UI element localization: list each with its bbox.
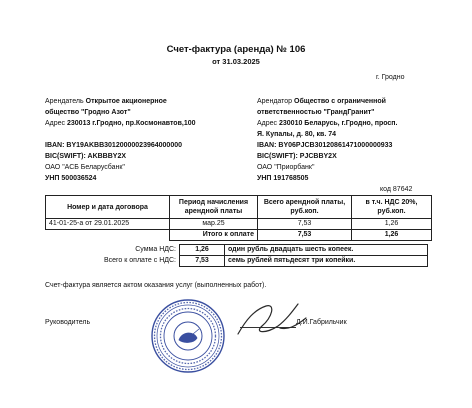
lessor-unp-label: УНП: [257, 175, 272, 182]
total-sum: 7,53: [258, 230, 352, 241]
header-vat: в т.ч. НДС 20%, руб.коп.: [352, 196, 432, 219]
lessor-name: Общество с ограниченной: [294, 98, 386, 105]
lessee-unp-label: УНП: [45, 175, 60, 182]
lessor-iban-label: IBAN:: [257, 142, 277, 149]
document-date: от 31.03.2025: [212, 57, 260, 66]
table-row: [46, 219, 432, 230]
lessor-addr-label: Адрес: [257, 120, 278, 127]
header-total-rent: Всего арендной платы, руб.коп.: [258, 196, 352, 219]
sum-value: 7,53: [180, 256, 225, 267]
vat-label: Сумма НДС:: [135, 246, 176, 253]
sum-row: [45, 256, 428, 267]
lessee-name: Открытое акционерное: [85, 98, 167, 105]
lessee-label: Арендатель: [45, 98, 84, 105]
vat-value: 1,26: [180, 245, 225, 256]
lessor-block: [257, 96, 457, 140]
lessor-label: Арендатор: [257, 98, 293, 105]
lessor-name-2: ответственностью "ГрандГранит": [257, 109, 375, 116]
lessee-unp: 500036524: [61, 175, 97, 182]
sum-words: семь рублей пятьдесят три копейки.: [225, 256, 428, 267]
cell-total: 7,53: [258, 219, 352, 230]
lessee-bank-block: [45, 140, 245, 184]
lessee-bank: ОАО "АСБ Беларусбанк": [45, 164, 125, 171]
signature-scribble: [232, 296, 312, 344]
lessee-block: [45, 96, 245, 129]
cell-period: мар.25: [170, 219, 258, 230]
lessee-bic: AKBBBY2X: [87, 153, 127, 160]
lessor-iban: BY06PJCB30120861471000000933: [278, 142, 393, 149]
lessor-unp: 191768505: [273, 175, 309, 182]
header-period: Период начисления арендной платы: [170, 196, 258, 219]
lessor-address-2: Я. Купалы, д. 80, кв. 74: [257, 131, 337, 138]
company-seal: [150, 298, 226, 374]
total-label: Итого к оплате: [170, 230, 258, 241]
lessor-bank: ОАО "Приорбанк": [257, 164, 315, 171]
vat-words: один рубль двадцать шесть копеек.: [225, 245, 428, 256]
lessee-address: 230013 г.Гродно, пр.Космонавтов,100: [67, 120, 196, 127]
lessor-bank-block: [257, 140, 457, 184]
totals-block: [45, 244, 428, 267]
lessee-addr-label: Адрес: [45, 120, 66, 127]
act-note: Счет-фактура является актом оказания услуг (выполненных работ).: [45, 282, 267, 289]
header-contract: Номер и дата договора: [46, 196, 170, 219]
city: г. Гродно: [376, 74, 405, 81]
document-code: код 87642: [380, 186, 413, 193]
lessee-iban-label: IBAN:: [45, 142, 65, 149]
lessee-bic-label: BIC(SWIFT):: [45, 153, 86, 160]
lessor-bic-label: BIC(SWIFT):: [257, 153, 298, 160]
lessor-bic: PJCBBY2X: [299, 153, 337, 160]
vat-row: [45, 245, 428, 256]
invoice-table: [45, 195, 432, 241]
total-vat: 1,26: [352, 230, 432, 241]
signer-role: Руководитель: [45, 319, 91, 326]
lessor-address: 230010 Беларусь, г.Гродно, просп.: [279, 120, 398, 127]
document-title: Счет-фактура (аренда) № 106: [166, 44, 306, 55]
cell-contract: 41-01-25-а от 29.01.2025: [46, 219, 170, 230]
lessee-name-2: общество "Гродно Азот": [45, 109, 131, 116]
table-header-row: [46, 196, 432, 219]
cell-vat: 1,26: [352, 219, 432, 230]
sum-label: Всего к оплате с НДС:: [103, 257, 176, 264]
lessee-iban: BY19AKBB30120000023964000000: [66, 142, 182, 149]
signer-name: Д.И.Габрильчик: [296, 319, 347, 326]
table-total-row: [46, 230, 432, 241]
